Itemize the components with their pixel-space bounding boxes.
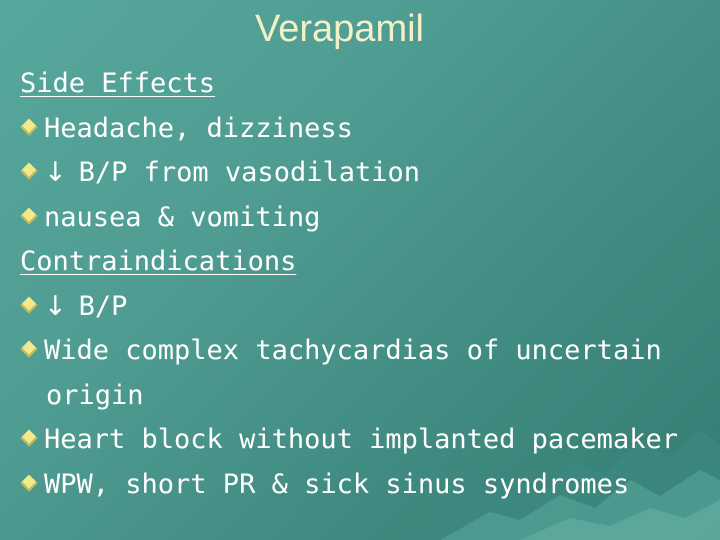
list-item: [20, 285, 720, 330]
list-item-continuation: origin: [46, 379, 144, 411]
contraindications-heading: Contraindications: [20, 246, 297, 277]
diamond-bullet-icon: [21, 118, 38, 135]
list-item-text: WPW, short PR & sick sinus syndromes: [44, 468, 630, 500]
diamond-bullet-icon: [21, 474, 38, 491]
list-item: [20, 329, 720, 374]
down-arrow-icon: ↓: [44, 290, 67, 322]
list-item: [20, 196, 720, 241]
list-item-text: Heart block without implanted pacemaker: [44, 424, 678, 455]
list-item-text: Headache, dizziness: [44, 112, 353, 144]
list-item: [20, 418, 720, 463]
side-effects-heading: Side Effects: [20, 68, 216, 99]
diamond-bullet-icon: [21, 207, 38, 224]
slide-title: Verapamil: [255, 8, 424, 50]
list-item: [20, 463, 720, 508]
list-item-text: B/P from vasodilation: [78, 157, 420, 188]
down-arrow-icon: ↓: [44, 157, 67, 188]
diamond-bullet-icon: [21, 341, 38, 358]
list-item-text: nausea & vomiting: [44, 201, 321, 233]
list-item-text: Wide complex tachycardias of uncertain: [44, 335, 662, 366]
list-item: [20, 151, 720, 196]
diamond-bullet-icon: [21, 163, 38, 180]
diamond-bullet-icon: [21, 430, 38, 447]
diamond-bullet-icon: [21, 296, 38, 313]
list-item: [20, 107, 720, 152]
slide-content: [20, 62, 720, 507]
list-item-text: B/P: [78, 290, 128, 322]
